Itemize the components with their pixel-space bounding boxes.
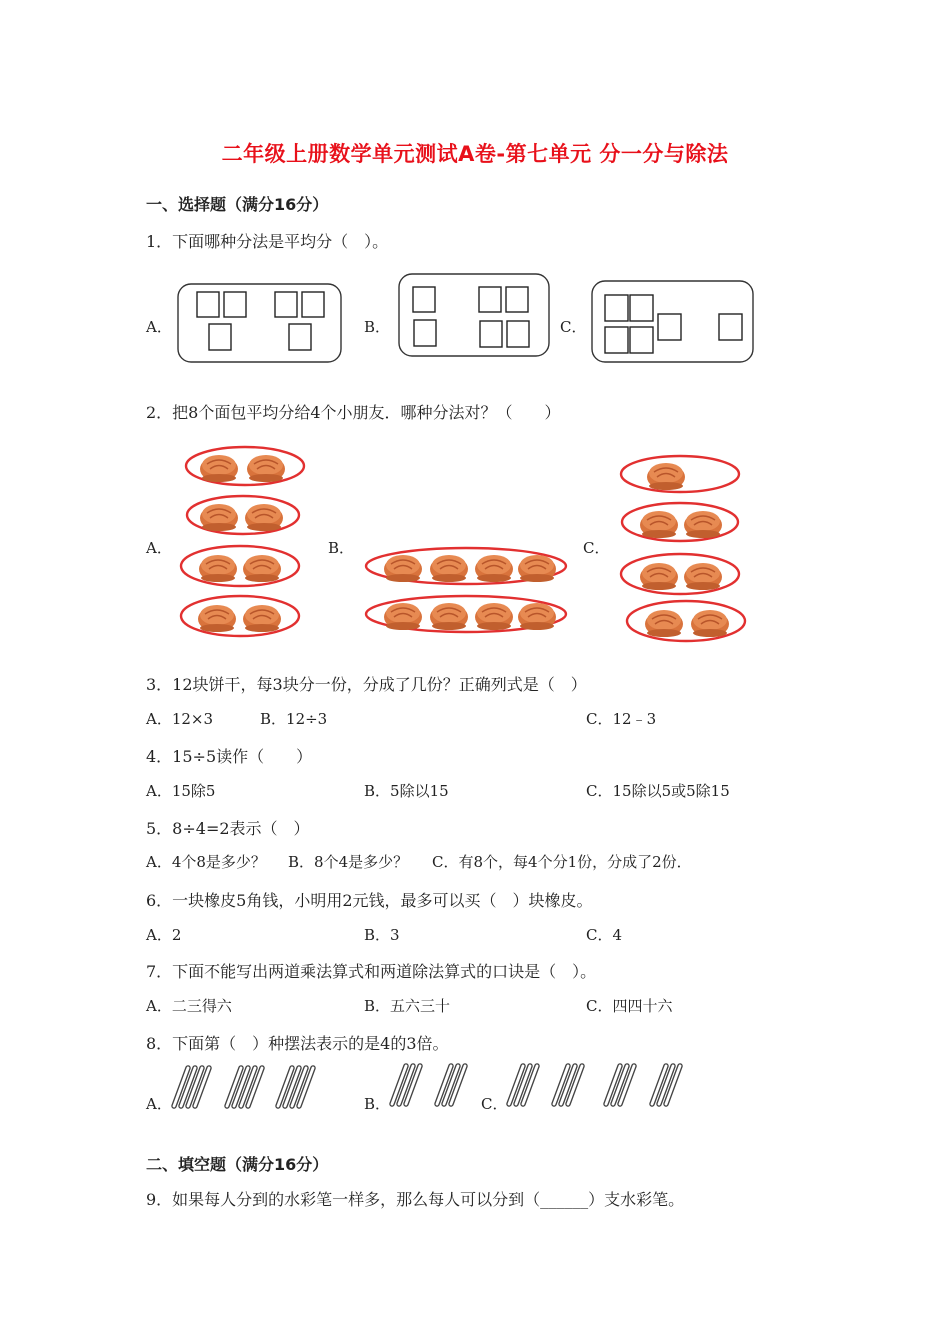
q7-option-b: B．五六三十 — [364, 997, 451, 1015]
q8-option-b-label: B． — [364, 1095, 391, 1113]
question-3-text: 3．12块饼干，每3块分一份，分成了几份？正确列式是（ ） — [146, 675, 587, 694]
q6-option-c: C．4 — [586, 926, 623, 944]
q3-option-b: B．12÷3 — [260, 710, 328, 728]
question-9-text: 9．如果每人分到的水彩笔一样多，那么每人可以分到（______）支水彩笔。 — [146, 1190, 685, 1209]
section-heading-choice: 一、选择题（满分16分） — [146, 195, 329, 214]
pencil-bundle-icon — [227, 1068, 262, 1106]
pencil-bundle-icon — [278, 1068, 313, 1106]
q5-option-c: C．有8个，每4个分1份，分成了2份． — [432, 853, 692, 871]
question-1-text: 1．下面哪种分法是平均分（ ）。 — [146, 232, 389, 251]
q1-option-c-label: C． — [560, 318, 587, 336]
q7-option-c: C．四四十六 — [586, 997, 673, 1015]
q4-option-b: B．5除以15 — [364, 782, 449, 800]
q8-figure-c — [509, 1066, 680, 1104]
q8-option-c-label: C． — [481, 1095, 508, 1113]
q1-option-b-label: B． — [364, 318, 391, 336]
page-title: 二年级上册数学单元测试A卷-第七单元 分一分与除法 — [221, 142, 729, 166]
q5-option-b: B．8个4是多少？ — [288, 853, 409, 871]
q7-option-a: A．二三得六 — [146, 997, 232, 1015]
q8-figure-a — [174, 1068, 313, 1106]
question-5-text: 5．8÷4=2表示（ ） — [146, 819, 310, 838]
q3-option-a: A．12×3 — [146, 710, 214, 728]
q6-option-b: B．3 — [364, 926, 400, 944]
pencil-bundle-icon — [174, 1068, 209, 1106]
pencil-bundle-icon — [652, 1066, 680, 1104]
question-4-text: 4．15÷5读作（ ） — [146, 747, 313, 766]
q3-option-c: C．12﹣3 — [586, 710, 657, 728]
pencil-bundle-icon — [606, 1066, 634, 1104]
question-7-text: 7．下面不能写出两道乘法算式和两道除法算式的口诀是（ ）。 — [146, 962, 597, 981]
question-6-text: 6．一块橡皮5角钱，小明用2元钱，最多可以买（ ）块橡皮。 — [146, 891, 593, 910]
pencil-bundle-icon — [437, 1066, 465, 1104]
q2-option-a-label: A． — [146, 539, 172, 557]
q5-option-a: A．4个8是多少？ — [146, 853, 266, 871]
q4-option-c: C．15除以5或5除15 — [586, 782, 730, 800]
question-2-text: 2．把8个面包平均分给4个小朋友．哪种分法对？（ ） — [146, 403, 561, 422]
section-heading-fill: 二、填空题（满分16分） — [146, 1155, 329, 1174]
q1-option-a-label: A． — [146, 318, 172, 336]
q8-figure-b — [392, 1066, 465, 1104]
pencil-bundle-icon — [392, 1066, 420, 1104]
q2-option-b-label: B． — [328, 539, 355, 557]
q8-option-a-label: A． — [146, 1095, 172, 1113]
question-8-text: 8．下面第（ ）种摆法表示的是4的3倍。 — [146, 1034, 449, 1053]
pencil-bundle-icon — [509, 1066, 537, 1104]
q2-option-c-label: C． — [583, 539, 610, 557]
q6-option-a: A．2 — [146, 926, 182, 944]
pencil-bundle-icon — [554, 1066, 582, 1104]
q4-option-a: A．15除5 — [146, 782, 216, 800]
